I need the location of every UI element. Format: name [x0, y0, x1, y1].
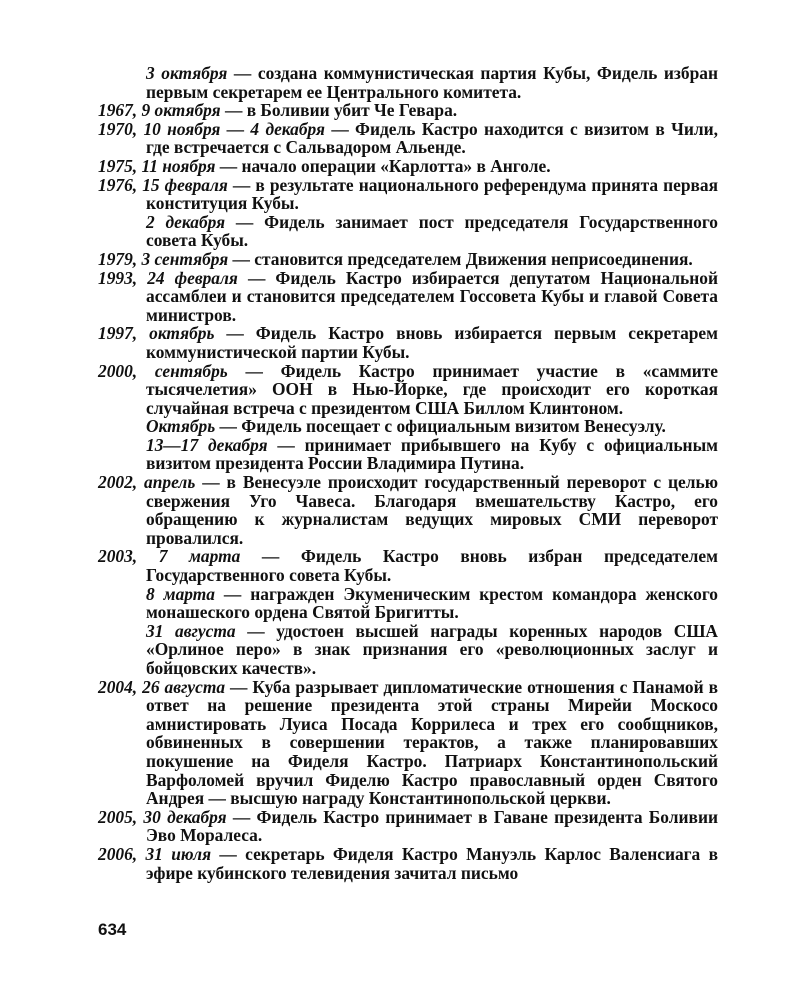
entry-text: — награжден Экуменическим крестом командора женского монашеского ордена Святой Бригитты.	[146, 583, 718, 623]
entry-date: 31 августа	[146, 620, 236, 641]
chronology-entry	[98, 324, 718, 361]
entry-date: 1993, 24 февраля	[98, 267, 238, 288]
entry-text: — становится председателем Движения неприсоединения.	[228, 248, 693, 269]
chronology-entry	[98, 269, 718, 325]
entry-text: — секретарь Фиделя Кастро Мануэль Карлос Валенсиага в эфире кубинского телевидения зачитал письмо	[146, 843, 718, 883]
entry-text: — Фидель Кастро принимает участие в «саммите тысячелетия» ООН в Нью-Йорке, где происходит его короткая случайная встреча с президентом США Биллом Клинтоном.	[146, 360, 718, 418]
entry-date: 1975, 11 ноября	[98, 155, 216, 176]
entry-date: 8 марта	[146, 583, 215, 604]
chronology-entry	[98, 845, 718, 882]
entry-date: 1970, 10 ноября — 4 декабря	[98, 118, 325, 139]
page-number: 634	[98, 920, 127, 939]
chronology-entry	[98, 585, 718, 622]
entry-text: — Фидель Кастро вновь избран председателем Государственного совета Кубы.	[146, 546, 718, 586]
entry-date: 2 декабря	[146, 211, 226, 232]
chronology-entry	[98, 808, 718, 845]
entry-date: 3 октября	[146, 63, 228, 83]
entry-text: — удостоен высшей награды коренных народов США «Орлиное перо» в знак признания его «революционных заслуг и бойцовских качеств».	[146, 620, 718, 678]
chronology-entry	[98, 362, 718, 418]
chronology-entry	[98, 547, 718, 584]
entry-date: 2004, 26 августа	[98, 676, 226, 697]
chronology-entry	[98, 64, 718, 101]
entry-date: Октябрь	[146, 416, 216, 437]
chronology-text	[98, 64, 718, 882]
chronology-entry	[98, 250, 718, 269]
chronology-entry	[98, 417, 718, 436]
chronology-entry	[98, 157, 718, 176]
chronology-entry	[98, 436, 718, 473]
entry-text: — в Боливии убит Че Гевара.	[220, 100, 458, 121]
entry-text: — принимает прибывшего на Кубу с официальным визитом президента России Владимира Путина.	[146, 434, 718, 474]
entry-date: 1976, 15 февраля	[98, 174, 228, 195]
entry-text: — Фидель Кастро избирается депутатом Национальной ассамблеи и становится председателем Госсовета Кубы и главой Совета министров.	[146, 267, 718, 325]
entry-text: — Фидель посещает с официальным визитом Венесуэлу.	[215, 416, 666, 437]
entry-text: — Фидель Кастро находится с визитом в Чили, где встречается с Сальвадором Альенде.	[146, 118, 718, 158]
entry-date: 2002, апрель	[98, 472, 196, 493]
entry-date: 2003, 7 марта	[98, 546, 241, 567]
entry-date: 13—17 декабря	[146, 434, 268, 455]
entry-text: — в Венесуэле происходит государственный переворот с целью свержения Уго Чавеса. Благодаря вмешательству Кастро, его обращению к журналистам ведущих мировых СМИ переворот провалился.	[146, 472, 718, 548]
chronology-entry	[98, 213, 718, 250]
entry-date: 2005, 30 декабря	[98, 806, 227, 827]
chronology-entry	[98, 120, 718, 157]
entry-text: — в результате национального референдума принята первая конституция Кубы.	[146, 174, 718, 214]
entry-text: — Фидель занимает пост председателя Государственного совета Кубы.	[146, 211, 718, 251]
chronology-entry	[98, 473, 718, 547]
entry-text: — создана коммунистическая партия Кубы, Фидель избран первым секретарем ее Центрального комитета.	[146, 63, 719, 102]
entry-text: — Куба разрывает дипломатические отношения с Панамой в ответ на решение президента этой страны Мирейи Москосо амнистировать Луиса Посада Коррилеса и трех его сообщников, обвиненных в совершении терактов, а также планировавших покушение на Фиделя Кастро. Патриарх Константинопольский Варфоломей вручил Фиделю Кастро православный орден Святого Андрея — высшую награду Константинопольской церкви.	[146, 676, 718, 809]
entry-date: 1997, октябрь	[98, 323, 215, 344]
entry-date: 2000, сентябрь	[98, 360, 228, 381]
chronology-entry	[98, 622, 718, 678]
entry-date: 1967, 9 октября	[98, 100, 221, 121]
entry-text: — Фидель Кастро вновь избирается первым секретарем коммунистической партии Кубы.	[146, 323, 718, 362]
chronology-entry	[98, 176, 718, 213]
entry-date: 1979, 3 сентября	[98, 248, 229, 269]
chronology-entry	[98, 678, 718, 808]
entry-date: 2006, 31 июля	[98, 843, 212, 864]
chronology-entry	[98, 101, 718, 120]
entry-text: — начало операции «Карлотта» в Анголе.	[215, 155, 551, 176]
entry-text: — Фидель Кастро принимает в Гаване президента Боливии Эво Моралеса.	[146, 806, 718, 846]
